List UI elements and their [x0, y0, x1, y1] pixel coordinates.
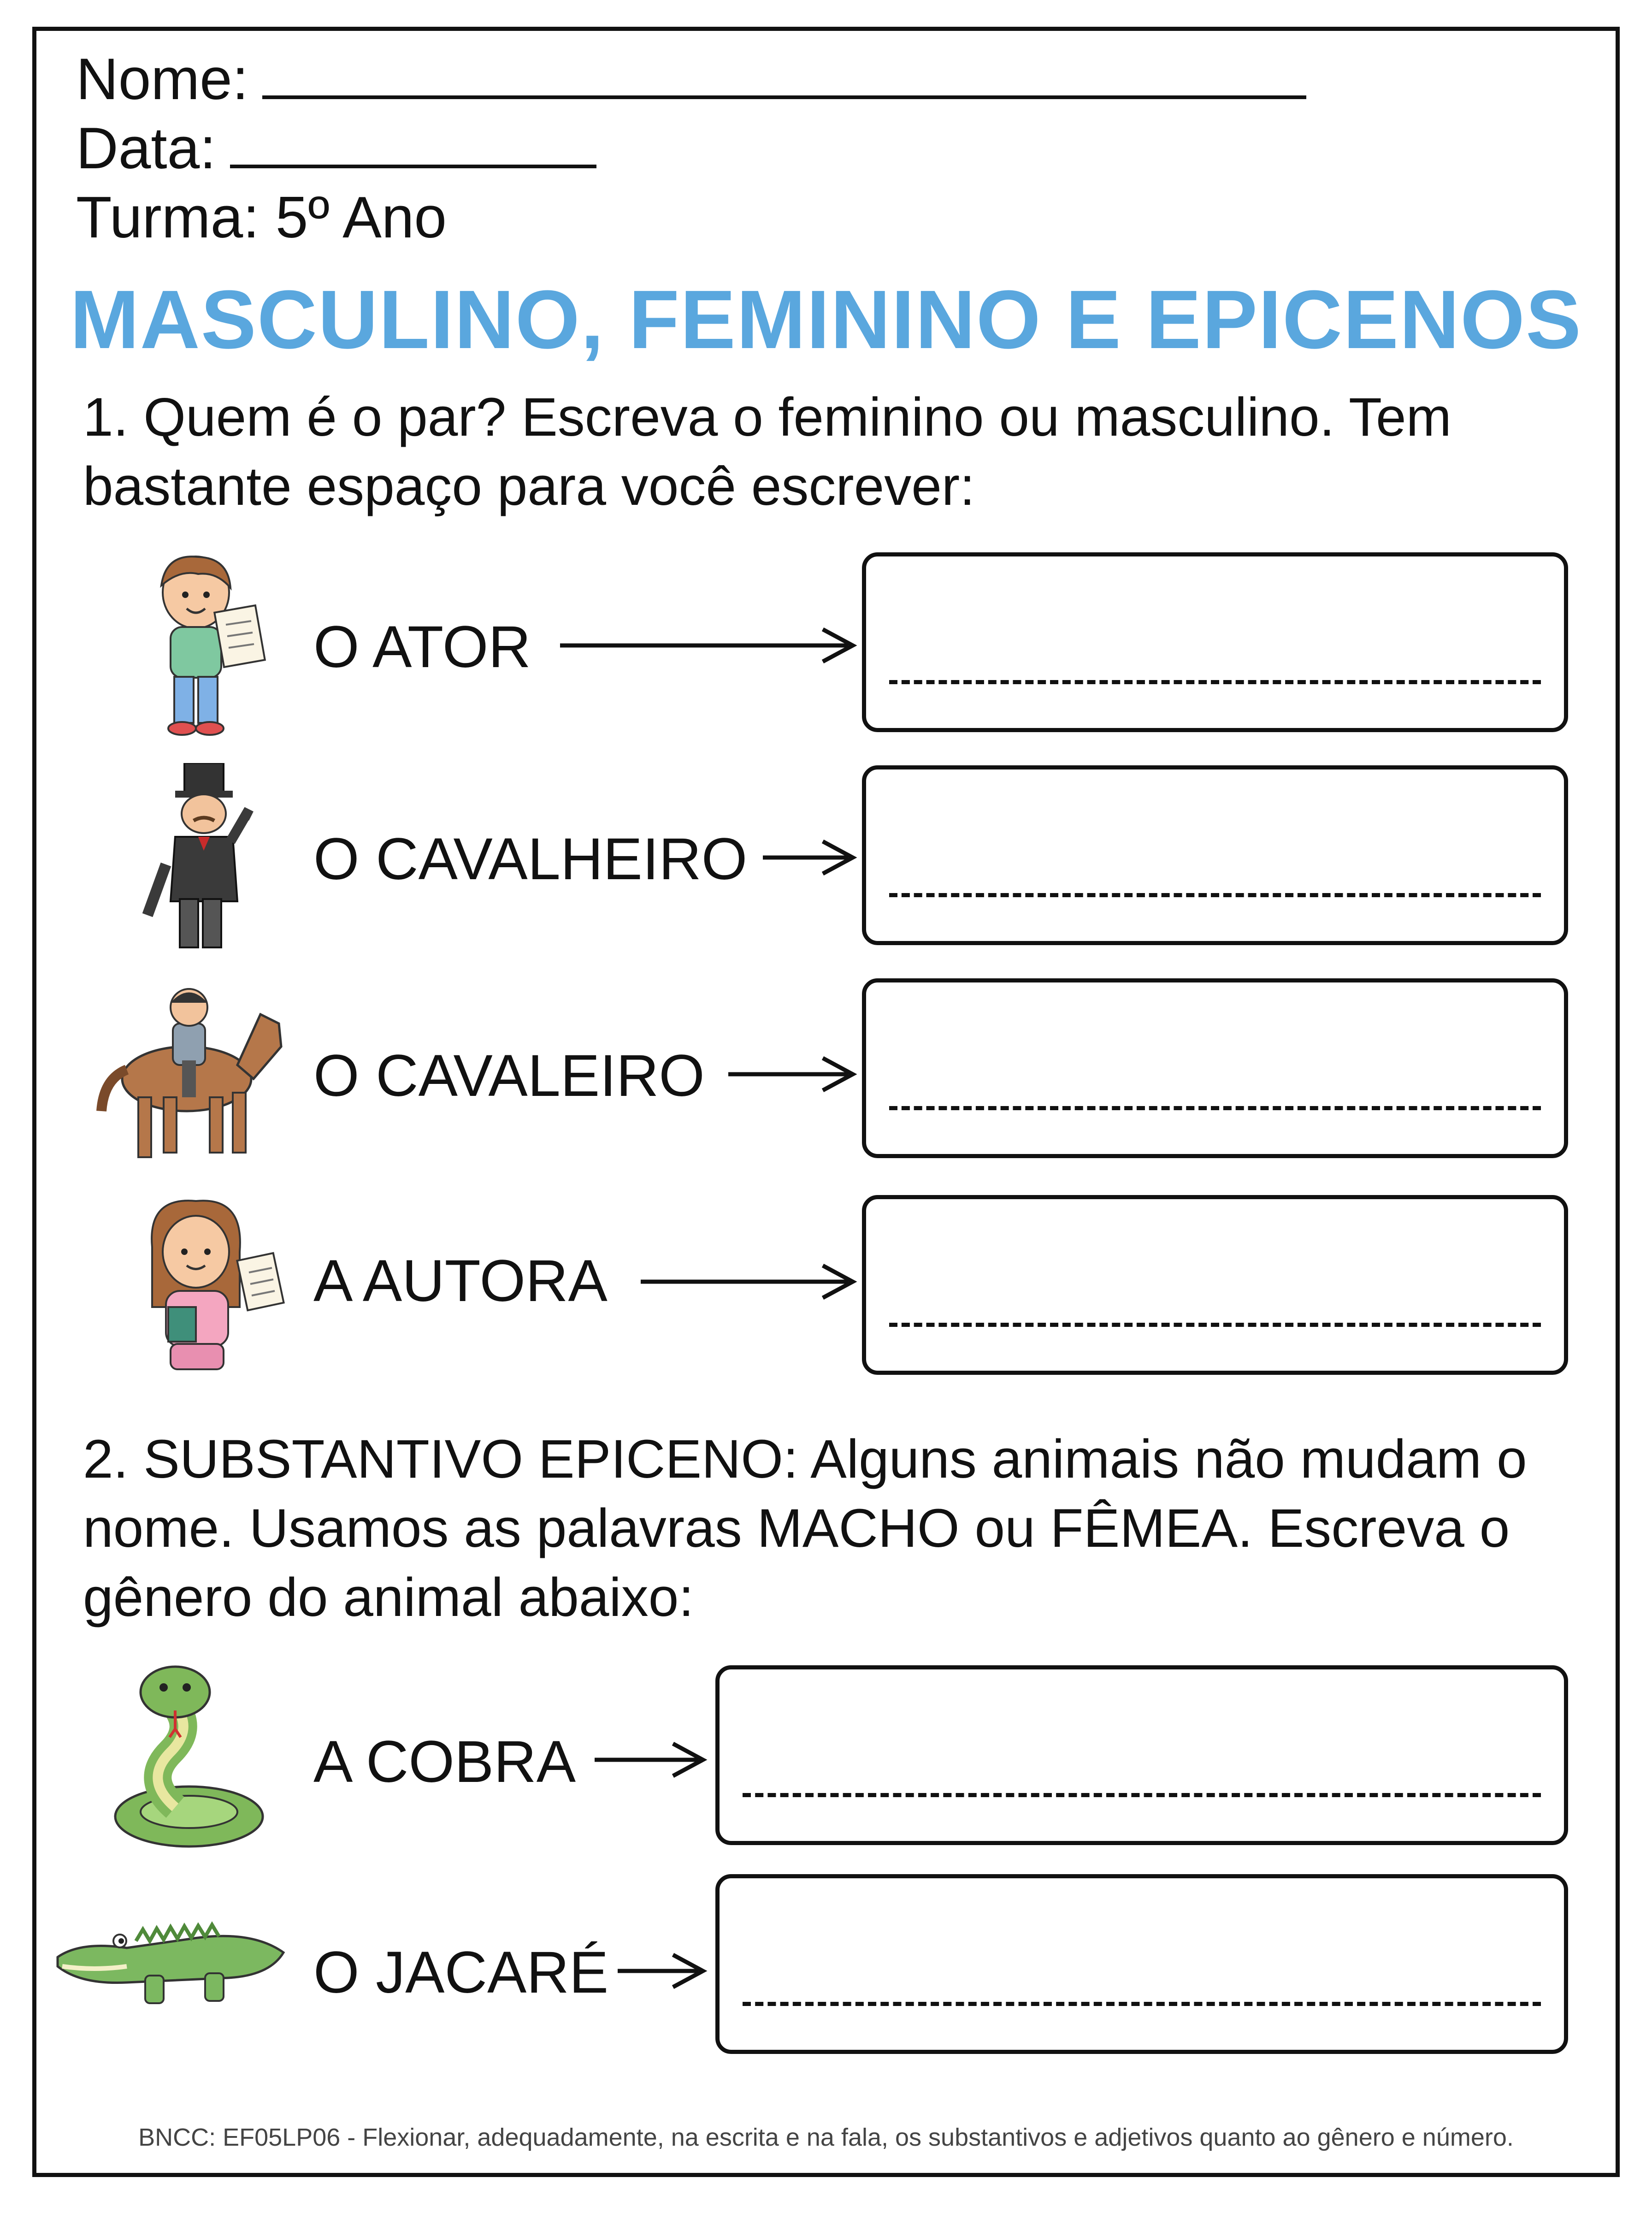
answer-box-jacare[interactable]	[715, 1874, 1568, 2054]
answer-line[interactable]	[889, 1106, 1541, 1110]
arrow-icon	[560, 625, 860, 666]
arrow-icon	[618, 1950, 710, 1992]
answer-line[interactable]	[743, 2002, 1541, 2006]
date-label: Data:	[76, 115, 216, 181]
question-2-instruction	[83, 1425, 1604, 1632]
word-cavalheiro: O CAVALHEIRO	[313, 826, 748, 892]
word-cobra: A COBRA	[313, 1729, 576, 1795]
question-2-line-2: nome. Usamos as palavras MACHO ou FÊMEA. Escreva o	[83, 1498, 1510, 1559]
arrow-icon	[728, 1053, 860, 1095]
question-2-line-3: gênero do animal abaixo:	[83, 1567, 694, 1628]
answer-box-cobra[interactable]	[715, 1665, 1568, 1845]
name-input-line[interactable]	[262, 95, 1306, 99]
answer-line[interactable]	[889, 1323, 1541, 1327]
name-field-row	[76, 46, 1306, 112]
answer-box-cavaleiro[interactable]	[862, 978, 1568, 1158]
answer-line[interactable]	[743, 1793, 1541, 1797]
question-1-line-1: 1. Quem é o par? Escreva o feminino ou masculino. Tem	[83, 387, 1451, 448]
question-1-line-2: bastante espaço para você escrever:	[83, 456, 975, 517]
arrow-icon	[595, 1739, 710, 1781]
word-cavaleiro: O CAVALEIRO	[313, 1043, 705, 1109]
arrow-icon	[763, 837, 860, 878]
gentleman-icon	[138, 763, 258, 952]
answer-box-autora[interactable]	[862, 1195, 1568, 1375]
footer-bncc: BNCC: EF05LP06 - Flexionar, adequadamente, na escrita e na fala, os substantivos e adjetivos quanto ao gênero e número.	[138, 2124, 1514, 2151]
word-ator: O ATOR	[313, 614, 531, 680]
name-label: Nome:	[76, 46, 249, 112]
answer-box-ator[interactable]	[862, 552, 1568, 732]
boy-actor-icon	[143, 549, 277, 742]
alligator-icon	[53, 1897, 293, 2022]
date-input-line[interactable]	[230, 165, 596, 168]
question-2-line-1: 2. SUBSTANTIVO EPICENO: Alguns animais não mudam o	[83, 1429, 1527, 1490]
answer-box-cavalheiro[interactable]	[862, 765, 1568, 945]
page-title: MASCULINO, FEMININO E EPICENOS	[70, 273, 1582, 366]
girl-author-icon	[134, 1196, 290, 1381]
word-jacare: O JACARÉ	[313, 1940, 609, 2006]
snake-icon	[106, 1660, 272, 1853]
answer-line[interactable]	[889, 680, 1541, 684]
date-field-row	[76, 115, 596, 181]
word-autora: A AUTORA	[313, 1248, 608, 1314]
arrow-icon	[641, 1261, 860, 1302]
horse-rider-icon	[94, 973, 288, 1166]
question-1-instruction	[83, 383, 1604, 521]
class-label: Turma: 5º Ano	[76, 184, 447, 250]
answer-line[interactable]	[889, 893, 1541, 897]
